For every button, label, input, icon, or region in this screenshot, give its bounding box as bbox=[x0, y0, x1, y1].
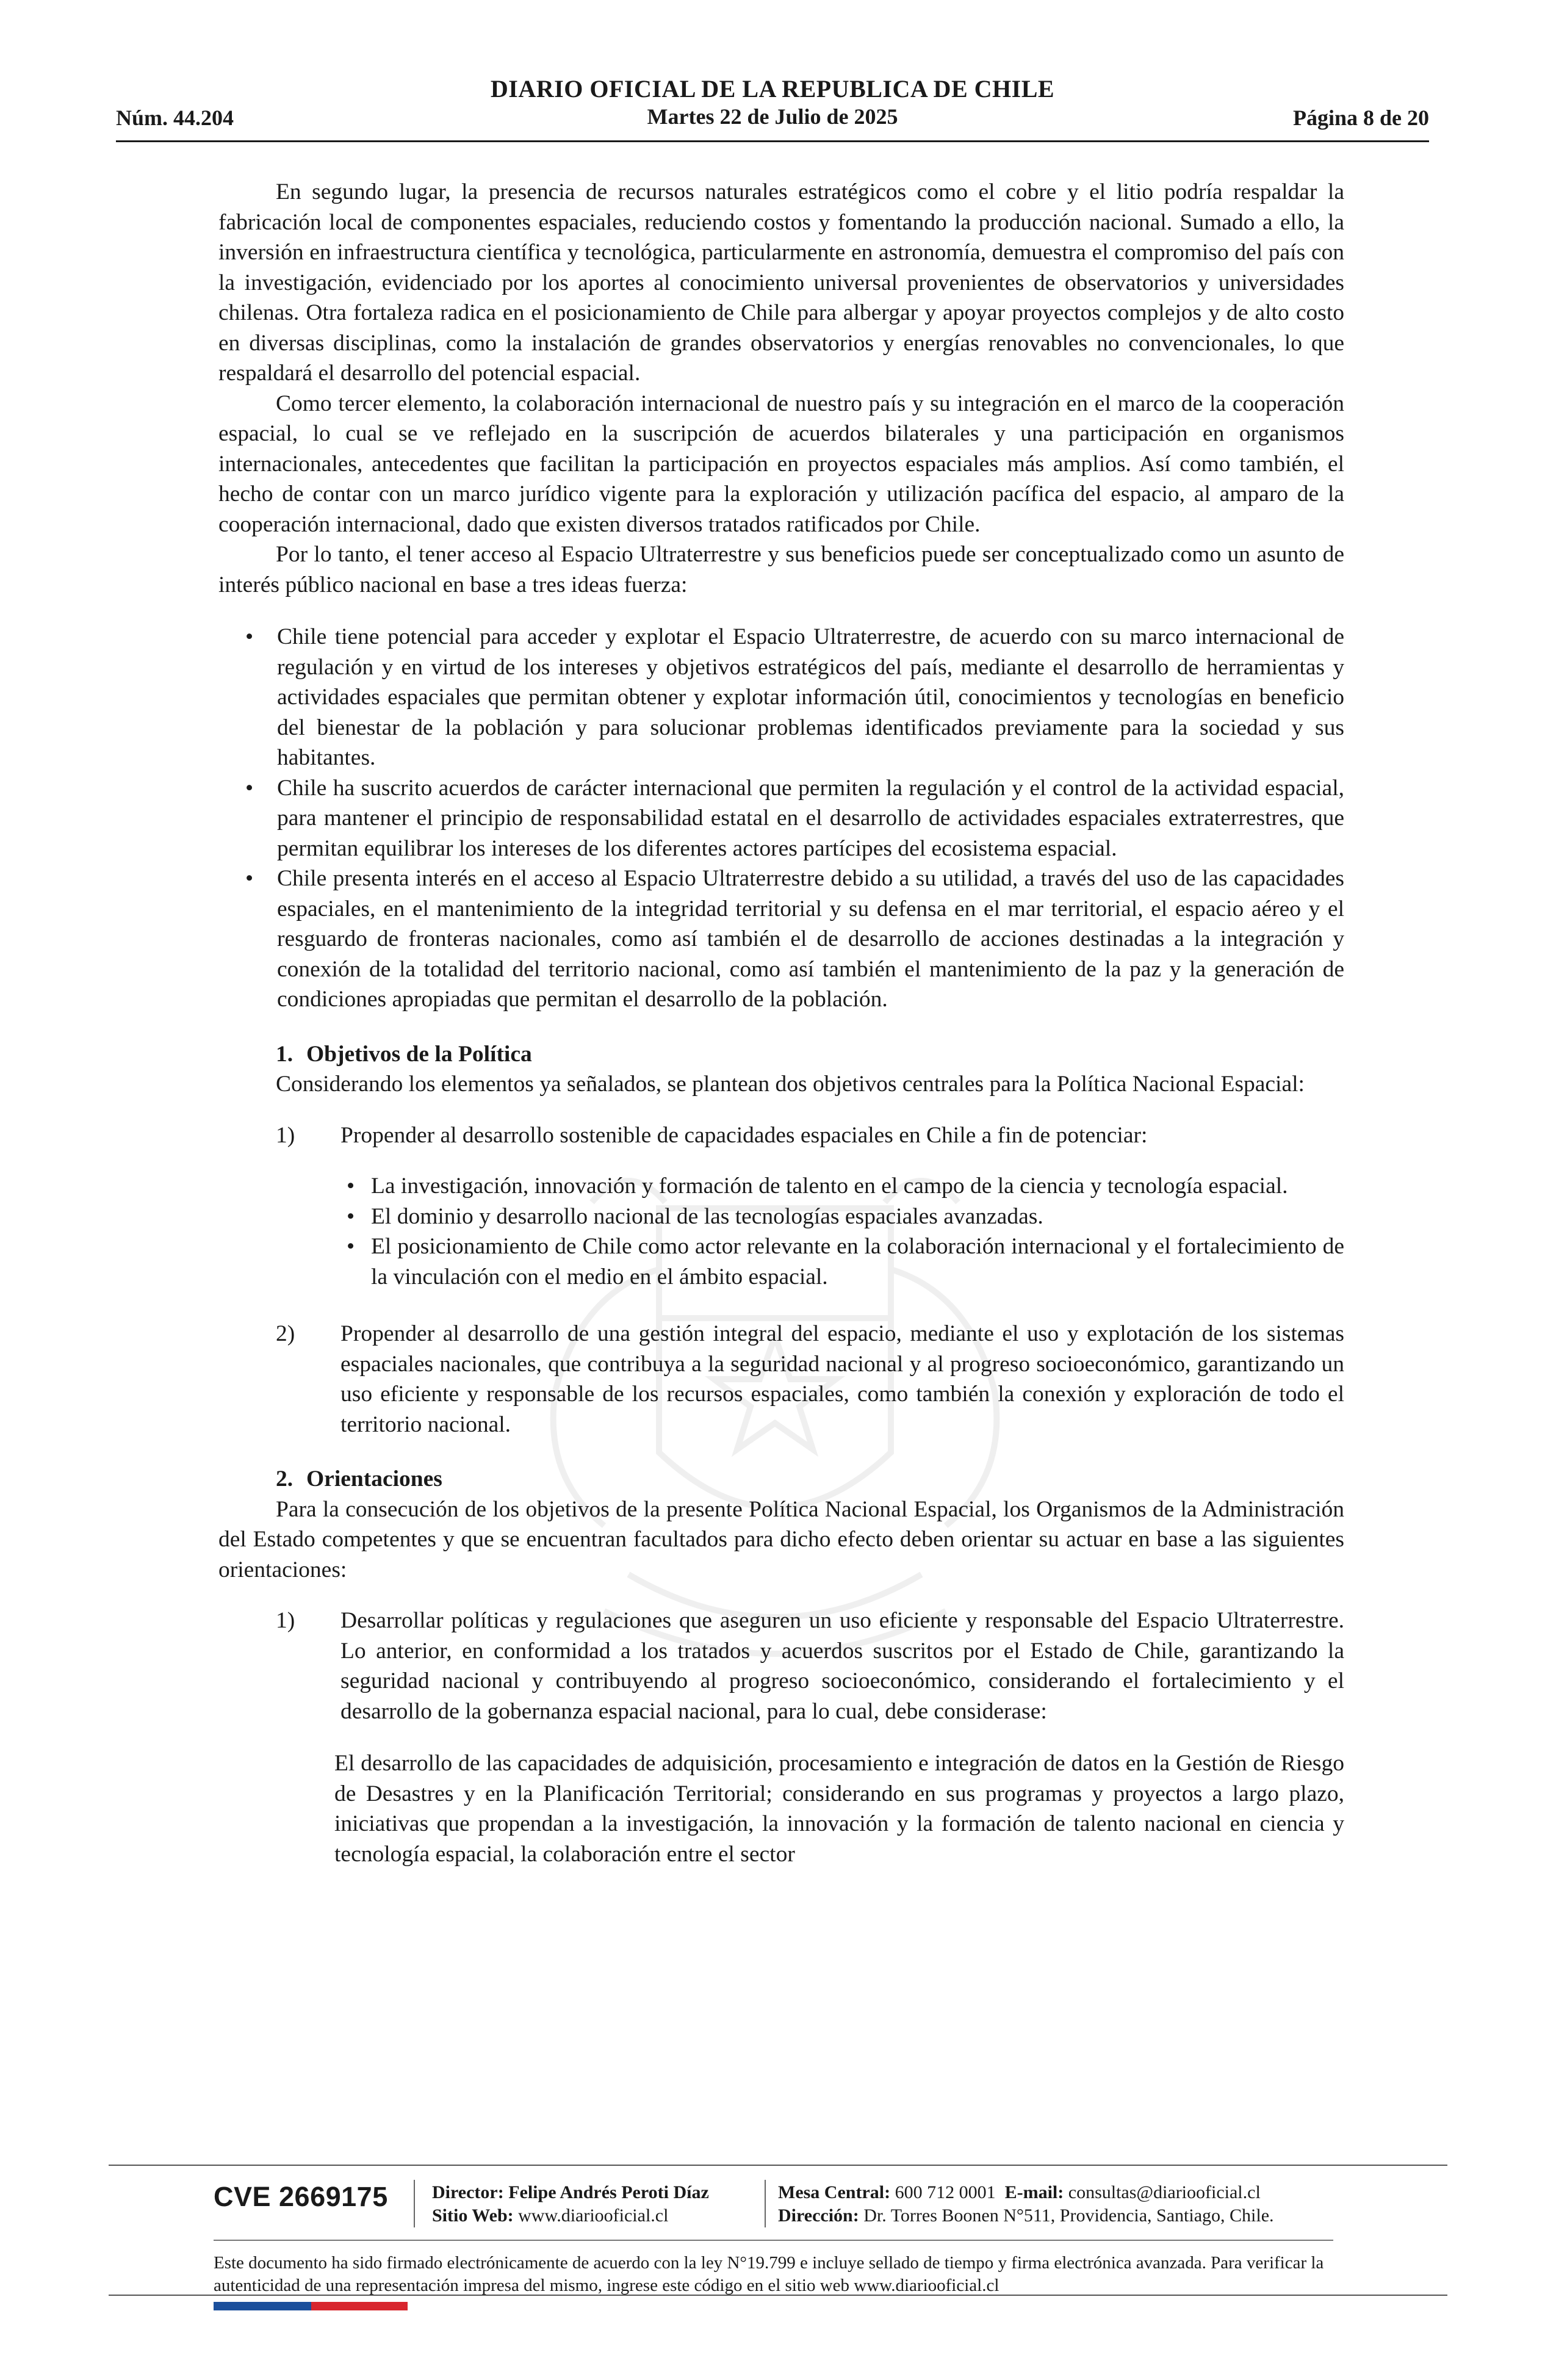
page-header bbox=[116, 74, 1429, 146]
flag-blue-segment bbox=[214, 2302, 311, 2310]
phone-number: 600 712 0001 bbox=[895, 2182, 996, 2202]
ideas-list bbox=[218, 622, 1344, 1015]
numbered-item bbox=[218, 1319, 1344, 1440]
footer-contact-block bbox=[778, 2181, 1274, 2227]
list-item-text: Chile ha suscrito acuerdos de carácter internacional que permiten la regulación y el control de la actividad espacial, para mantener el principio de responsabilidad estatal en el desarrollo de actividades espaciales extraterrestres, que permitan equilibrar los intereses de los diferentes actores partícipes del ecosistema espacial. bbox=[277, 775, 1344, 861]
item-label: 2) bbox=[276, 1321, 295, 1346]
list-item bbox=[218, 622, 1344, 773]
address-text: Dr. Torres Boonen N°511, Providencia, Santiago, Chile. bbox=[863, 2205, 1274, 2226]
section-number: 2. bbox=[276, 1466, 294, 1491]
numbered-item bbox=[218, 1120, 1344, 1151]
site-label: Sitio Web: bbox=[432, 2205, 514, 2226]
document-body bbox=[218, 177, 1344, 1869]
list-item bbox=[218, 864, 1344, 1015]
item-text: Desarrollar políticas y regulaciones que aseguren un uso eficiente y responsable del Espacio Ultraterrestre. Lo anterior, en conformidad a los tratados y acuerdos suscritos por el Estado de Chile, garantizando la seguridad nacional y contribuyendo al progreso socioeconómico, considerando el fortalecimiento y el desarrollo de la gobernanza espacial nacional, para lo cual, debe considerase: bbox=[340, 1608, 1344, 1724]
footer-separator bbox=[765, 2180, 766, 2227]
section-number: 1. bbox=[276, 1041, 294, 1067]
director-name: Felipe Andrés Peroti Díaz bbox=[508, 2182, 709, 2202]
footer-divider bbox=[109, 2295, 1447, 2296]
item-label: 1) bbox=[276, 1608, 295, 1633]
page-indicator: Página 8 de 20 bbox=[1292, 106, 1429, 130]
numbered-item bbox=[218, 1606, 1344, 1726]
flag-stripe bbox=[214, 2302, 408, 2310]
address-label: Dirección: bbox=[778, 2205, 859, 2226]
phone-label: Mesa Central: bbox=[778, 2182, 891, 2202]
item-text: Propender al desarrollo de una gestión integral del espacio, mediante el uso y explotación de los sistemas espaciales nacionales, que contribuya a la seguridad nacional y al progreso socioeconómico, garantizando un uso eficiente y responsable de los recursos espaciales, como también la conexión y exploración de todo el territorio nacional. bbox=[340, 1321, 1344, 1437]
footer-divider bbox=[109, 2165, 1447, 2166]
item-label: 1) bbox=[276, 1122, 295, 1148]
email-label: E-mail: bbox=[1004, 2182, 1064, 2202]
list-item: • La investigación, innovación y formación de talento en el campo de la ciencia y tecnología espacial. bbox=[218, 1171, 1344, 1202]
footer-separator bbox=[414, 2180, 415, 2227]
footer-divider bbox=[214, 2240, 1333, 2241]
newspaper-title: DIARIO OFICIAL DE LA REPUBLICA DE CHILE bbox=[490, 75, 1055, 103]
section-heading bbox=[218, 1039, 1344, 1070]
header-divider bbox=[116, 140, 1429, 142]
section-title: Orientaciones bbox=[306, 1466, 442, 1491]
paragraph: Por lo tanto, el tener acceso al Espacio Ultraterrestre y sus beneficios puede ser conceptualizado como un asunto de interés público nacional en base a tres ideas fuerza: bbox=[218, 542, 1344, 597]
section-heading bbox=[218, 1464, 1344, 1495]
paragraph: En segundo lugar, la presencia de recursos naturales estratégicos como el cobre y el litio podría respaldar la fabricación local de componentes espaciales, reduciendo costos y fomentando la producción nacional. Sumado a ello, la inversión en infraestructura científica y tecnológica, particularmente en astronomía, demuestra el compromiso del país con la investigación, evidenciado por los aportes al conocimiento universal provenientes de observatorios y universidades chilenas. Otra fortaleza radica en el posicionamiento de Chile para albergar y apoyar proyectos complejos y de alto costo en diversas disciplinas, como la instalación de grandes observatorios y energías renovables no convencionales, lo que respaldará el desarrollo del potencial espacial. bbox=[218, 179, 1344, 386]
cve-code: CVE 2669175 bbox=[214, 2181, 388, 2212]
email-link[interactable]: consultas@diariooficial.cl bbox=[1068, 2182, 1261, 2202]
flag-red-segment bbox=[311, 2302, 408, 2310]
list-item: • El posicionamiento de Chile como actor relevante en la colaboración internacional y el fortalecimiento de la vinculación con el medio en el ámbito espacial. bbox=[218, 1231, 1344, 1292]
paragraph: Considerando los elementos ya señalados, se plantean dos objetivos centrales para la Política Nacional Espacial: bbox=[276, 1072, 1305, 1097]
list-item bbox=[218, 773, 1344, 864]
list-item-text: Chile presenta interés en el acceso al Espacio Ultraterrestre debido a su utilidad, a través del uso de las capacidades espaciales, en el mantenimiento de la integridad territorial y su defensa en el mar territorial, el espacio aéreo y el resguardo de fronteras nacionales, como así también el de desarrollo de acciones destinadas a la integración y conexión de la totalidad del territorio nacional, como así también el mantenimiento de la paz y la generación de condiciones apropiadas que permitan el desarrollo de la población. bbox=[277, 866, 1344, 1012]
section-title: Objetivos de la Política bbox=[306, 1041, 532, 1067]
issue-date: Martes 22 de Julio de 2025 bbox=[647, 104, 898, 129]
footer-director-block bbox=[432, 2181, 709, 2227]
director-label: Director: bbox=[432, 2182, 504, 2202]
site-link[interactable]: www.diariooficial.cl bbox=[518, 2205, 669, 2226]
list-item: • El dominio y desarrollo nacional de las tecnologías espaciales avanzadas. bbox=[218, 1202, 1344, 1232]
paragraph: Como tercer elemento, la colaboración internacional de nuestro país y su integración en el marco de la cooperación espacial, lo cual se ve reflejado en la suscripción de acuerdos bilaterales y una participación en organismos internacionales, antecedentes que facilitan la participación en proyectos espaciales más amplios. Así como también, el hecho de contar con un marco jurídico vigente para la exploración y utilización pacífica del espacio, al amparo de la cooperación internacional, dado que existen diversos tratados ratificados por Chile. bbox=[218, 391, 1344, 537]
paragraph: El desarrollo de las capacidades de adquisición, procesamiento e integración de datos en la Gestión de Riesgo de Desastres y en la Planificación Territorial; considerando en sus programas y proyectos a largo plazo, iniciativas que propendan a la investigación, la innovación y la formación de talento nacional en ciencia y tecnología espacial, la colaboración entre el sector bbox=[334, 1751, 1344, 1867]
item-text: Propender al desarrollo sostenible de capacidades espaciales en Chile a fin de potenciar: bbox=[340, 1122, 1148, 1148]
issue-number: Núm. 44.204 bbox=[116, 106, 234, 130]
paragraph: Para la consecución de los objetivos de la presente Política Nacional Espacial, los Organismos de la Administración del Estado competentes y que se encuentran facultados para dicho efecto deben orientar su actuar en base a las siguientes orientaciones: bbox=[218, 1496, 1344, 1582]
signature-note: Este documento ha sido firmado electrónicamente de acuerdo con la ley N°19.799 e incluye sellado de tiempo y firma electrónica avanzada. Para verificar la autenticidad de una representación impresa del mismo, ingrese este código en el sitio web www.diariooficial.cl bbox=[214, 2253, 1324, 2295]
objectives-sublist bbox=[218, 1171, 1344, 1292]
list-item-text: Chile tiene potencial para acceder y explotar el Espacio Ultraterrestre, de acuerdo con su marco internacional de regulación y en virtud de los intereses y objetivos estratégicos del país, mediante el desarrollo de herramientas y actividades espaciales que permitan obtener y explotar información útil, conocimientos y tecnologías en beneficio del bienestar de la población y para solucionar problemas identificados previamente para la sociedad y sus habitantes. bbox=[277, 624, 1344, 770]
